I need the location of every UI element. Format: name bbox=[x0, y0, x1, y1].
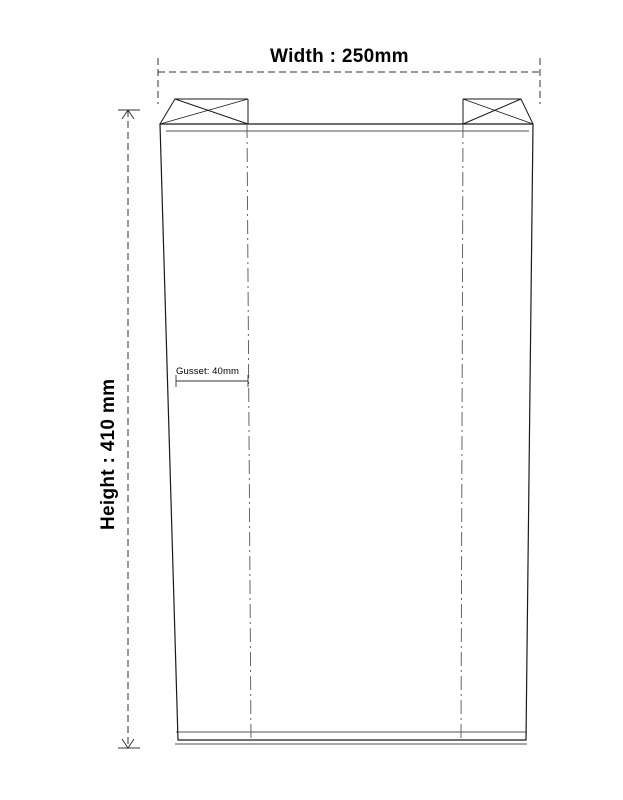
bag-body-outline bbox=[160, 124, 533, 744]
gusset-fold-centerlines bbox=[247, 124, 463, 740]
gusset-fold-left bbox=[160, 99, 248, 124]
height-dimension-label: Height : 410 mm bbox=[98, 378, 119, 530]
bag-front-panel bbox=[160, 124, 533, 740]
width-dimension-label: Width : 250mm bbox=[270, 46, 409, 67]
height-dimension-group bbox=[118, 110, 140, 748]
gusset-left-fold-line bbox=[247, 124, 251, 740]
gusset-dimension-label: Gusset: 40mm bbox=[176, 366, 239, 377]
gusset-fold-right bbox=[463, 99, 533, 124]
gusset-right-fold-line bbox=[461, 124, 463, 740]
